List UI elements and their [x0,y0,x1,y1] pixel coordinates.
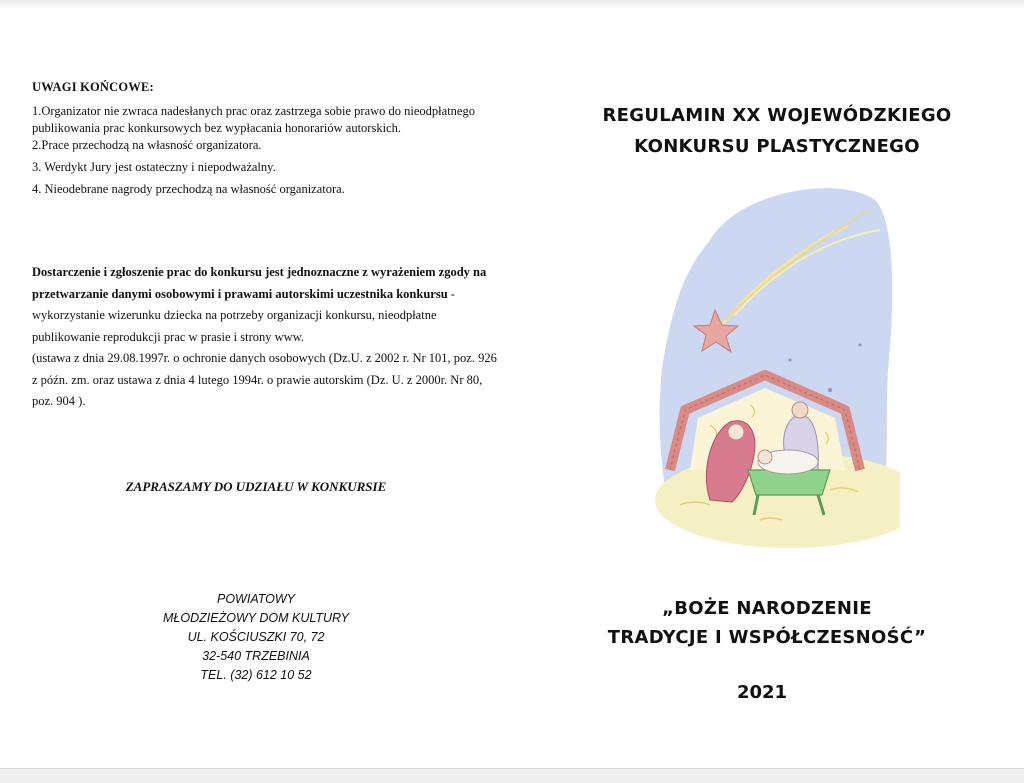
address-line: MŁODZIEŻOWY DOM KULTURY [163,611,349,625]
address-line: TEL. (32) 612 10 52 [200,668,312,682]
final-remarks-section [32,80,512,198]
address-line: 32-540 TRZEBINIA [202,649,310,663]
consent-bold-text: Dostarczenie i zgłoszenie prac do konkursu jest jednoznaczne z wyrażeniem zgody na przetwarzanie danymi osobowymi i prawami autorskimi uczestnika konkursu [32,265,487,301]
address-line: POWIATOWY [216,592,295,606]
final-remarks-heading: UWAGI KOŃCOWE: [32,80,154,94]
title-line: KONKURSU PLASTYCZNEGO [634,136,920,157]
remark-item: 1.Organizator nie zwraca nadesłanych prac oraz zastrzega sobie prawo do nieodpłatnego publikowania prac konkursowych bez wypłacania honorariów autorskich. [32,104,475,135]
regulation-title [512,100,1024,162]
remark-item: 4. Nieodebrane nagrody przechodzą na własność organizatora. [32,182,345,196]
remark-item: 3. Werdykt Jury jest ostateczny i niepodważalny. [32,160,276,174]
viewer-bottom-bar [0,768,1024,783]
legal-note: (ustawa z dnia 29.08.1997r. o ochronie danych osobowych (Dz.U. z 2002 r. Nr 101, poz. 926 z późn. zm. oraz ustawa z dnia 4 lutego 1994r. o prawie autorskim (Dz. U. z 2000r. Nr 80, poz. 904 ). [32,351,497,408]
page-top-edge [0,0,1024,10]
title-line: REGULAMIN XX WOJEWÓDZKIEGO [602,105,952,126]
consent-paragraph [32,262,502,413]
remark-item: 2.Prace przechodzą na własność organizatora. [32,138,262,152]
consent-text: -wykorzystanie wizerunku dziecka na potrzeby organizacji konkursu, nieodpłatne publikowanie reprodukcji prac w prasie i strony www. [32,286,455,344]
organizer-address [0,590,512,685]
contest-line: TRADYCJE I WSPÓŁCZESNOŚĆ” [607,627,927,648]
contest-line: „BOŻE NARODZENIE [662,598,872,619]
nativity-scene-illustration [640,170,900,570]
contest-year: 2021 [736,682,788,703]
invitation-text: ZAPRASZAMY DO UDZIAŁU W KONKURSIE [125,479,387,494]
contest-name [512,594,1022,652]
address-line: UL. KOŚCIUSZKI 70, 72 [187,630,325,644]
